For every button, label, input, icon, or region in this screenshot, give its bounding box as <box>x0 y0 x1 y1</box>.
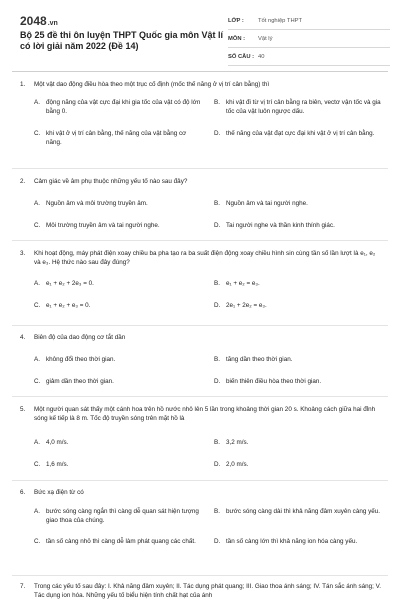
option-text: thế năng của vật đạt cực đại khi vật ở vị trí cân bằng. <box>226 130 375 137</box>
question-number: 5. <box>20 406 26 413</box>
meta-key: MÔN : <box>228 35 246 42</box>
meta-row-class <box>228 12 390 30</box>
option-letter: B. <box>214 356 220 363</box>
question-divider <box>12 575 388 576</box>
option-a[interactable] <box>34 196 202 211</box>
option-letter: B. <box>214 508 220 515</box>
option-letter: C. <box>34 538 41 545</box>
document-title: Bộ 25 đề thi ôn luyện THPT Quốc gia môn Vật lí có lời giải năm 2022 (Đề 14) <box>20 30 224 51</box>
option-c[interactable] <box>34 374 202 389</box>
meta-value: Tốt nghiệp THPT <box>258 17 303 24</box>
option-letter: B. <box>214 200 220 207</box>
question-number: 6. <box>20 489 26 496</box>
meta-row-count <box>228 48 390 66</box>
logo-suffix: .vn <box>47 20 58 27</box>
option-b[interactable] <box>214 435 382 450</box>
option-b[interactable] <box>214 352 382 367</box>
option-letter: C. <box>34 222 41 229</box>
option-letter: D. <box>214 538 221 545</box>
option-text: biến thiên điều hòa theo thời gian. <box>226 378 322 385</box>
option-b[interactable] <box>214 98 382 118</box>
question-2 <box>20 177 382 233</box>
option-a[interactable] <box>34 507 202 527</box>
option-letter: C. <box>34 302 41 309</box>
option-text: Môi trường truyền âm và tai người nghe. <box>46 222 160 229</box>
option-text: tăng dần theo thời gian. <box>226 356 293 363</box>
option-letter: B. <box>214 280 220 287</box>
option-letter: A. <box>34 508 40 515</box>
option-letter: A. <box>34 439 40 446</box>
question-text: Một người quan sát thấy một cánh hoa trên hồ nước nhô lên 5 lần trong khoảng thời gian 20 s. Khoảng cách giữa hai đỉnh sóng kế tiếp là 8 m. Tốc độ truyền sóng trên mặt hồ là <box>34 406 376 422</box>
option-d[interactable] <box>214 457 382 472</box>
option-text: e₁ + e₂ + 2e₃ = 0. <box>46 280 94 287</box>
question-divider <box>12 325 388 326</box>
option-text: khi vật ở vị trí cân bằng, thế năng của vật bằng cơ năng. <box>46 130 187 146</box>
meta-key: LỚP : <box>228 17 244 24</box>
option-letter: B. <box>214 99 220 106</box>
site-logo[interactable] <box>20 14 58 28</box>
question-text: Bức xạ điện từ có <box>34 489 84 496</box>
option-b[interactable] <box>214 276 382 291</box>
question-text: Một vật dao động điều hòa theo một trục cố định (mốc thế năng ở vị trí cân bằng) thì <box>34 81 270 88</box>
question-7 <box>20 582 382 600</box>
question-number: 2. <box>20 178 26 185</box>
question-number: 4. <box>20 334 26 341</box>
option-c[interactable] <box>34 457 202 472</box>
header-divider <box>12 71 388 72</box>
question-number: 7. <box>20 583 26 590</box>
option-text: 2e₁ + 2e₂ = e₃. <box>226 302 267 309</box>
question-text: Biên độ của dao động cơ tắt dần <box>34 334 126 341</box>
option-d[interactable] <box>214 218 382 233</box>
option-letter: A. <box>34 99 40 106</box>
option-d[interactable] <box>214 129 382 149</box>
option-text: không đổi theo thời gian. <box>46 356 116 363</box>
option-a[interactable] <box>34 352 202 367</box>
meta-value: 40 <box>258 53 265 60</box>
question-number: 3. <box>20 250 26 257</box>
question-6 <box>20 488 382 557</box>
question-1 <box>20 80 382 149</box>
option-text: 3,2 m/s. <box>226 439 249 446</box>
option-d[interactable] <box>214 298 382 313</box>
option-text: Nguồn âm và môi trường truyền âm. <box>46 200 148 207</box>
option-b[interactable] <box>214 196 382 211</box>
option-text: 2,0 m/s. <box>226 461 249 468</box>
question-text: Khi hoạt động, máy phát điện xoay chiều ba pha tạo ra ba suất điện động xoay chiều hình sin cùng tần số lần lượt là e₁, e₂ và e₃. Hệ thức nào sau đây đúng? <box>34 250 376 266</box>
meta-panel <box>228 12 390 66</box>
question-divider <box>12 168 388 169</box>
meta-row-subject <box>228 30 390 48</box>
question-text: Cảm giác về âm phụ thuộc những yếu tố nào sau đây? <box>34 178 188 185</box>
question-text: Trong các yếu tố sau đây: I. Khả năng đâm xuyên; II. Tác dụng phát quang; III. Giao thoa ánh sáng; IV. Tán sắc ánh sáng; V. Tác dụng ion hóa. Những yếu tố biểu hiện tính chất hạt của ánh <box>34 583 382 599</box>
option-d[interactable] <box>214 537 382 557</box>
question-3 <box>20 249 382 313</box>
option-c[interactable] <box>34 537 202 557</box>
option-letter: C. <box>34 130 41 137</box>
option-text: 4,0 m/s. <box>46 439 69 446</box>
option-d[interactable] <box>214 374 382 389</box>
option-text: bước sóng càng ngắn thì càng dễ quan sát hiện tượng giao thoa của chúng. <box>46 508 199 524</box>
option-b[interactable] <box>214 507 382 527</box>
option-letter: D. <box>214 378 221 385</box>
option-text: tần số càng lớn thì khả năng ion hóa càng yếu. <box>226 538 358 545</box>
option-letter: A. <box>34 280 40 287</box>
question-4 <box>20 333 382 389</box>
option-letter: A. <box>34 200 40 207</box>
option-text: 1,6 m/s. <box>46 461 69 468</box>
option-letter: C. <box>34 378 41 385</box>
option-c[interactable] <box>34 129 202 149</box>
option-text: e₁ + e₂ + e₃ = 0. <box>46 302 91 309</box>
option-letter: C. <box>34 461 41 468</box>
option-text: Nguồn âm và tai người nghe. <box>226 200 308 207</box>
option-c[interactable] <box>34 218 202 233</box>
option-text: động năng của vật cực đại khi gia tốc của vật có độ lớn bằng 0. <box>46 99 201 115</box>
option-a[interactable] <box>34 276 202 291</box>
question-divider <box>12 480 388 481</box>
option-letter: A. <box>34 356 40 363</box>
option-text: tần số càng nhỏ thì càng dễ làm phát quang các chất. <box>46 538 196 545</box>
question-number: 1. <box>20 81 26 88</box>
question-5 <box>20 405 382 472</box>
meta-key: SỐ CÂU : <box>228 53 255 60</box>
meta-value: Vật lý <box>258 35 273 42</box>
option-text: bước sóng càng dài thì khả năng đâm xuyên càng yếu. <box>226 508 380 515</box>
option-text: Tai người nghe và thần kinh thính giác. <box>226 222 335 229</box>
option-c[interactable] <box>34 298 202 313</box>
option-letter: D. <box>214 222 221 229</box>
option-letter: B. <box>214 439 220 446</box>
option-text: giảm dần theo thời gian. <box>46 378 114 385</box>
option-a[interactable] <box>34 435 202 450</box>
question-divider <box>12 240 388 241</box>
option-letter: D. <box>214 461 221 468</box>
option-letter: D. <box>214 302 221 309</box>
option-text: e₁ + e₂ = e₃. <box>226 280 260 287</box>
logo-text: 2048 <box>20 14 47 28</box>
option-letter: D. <box>214 130 221 137</box>
option-a[interactable] <box>34 98 202 118</box>
question-divider <box>12 396 388 397</box>
option-text: khi vật đi từ vị trí cân bằng ra biên, vectơ vận tốc và gia tốc của vật luôn ngược dấu. <box>226 99 381 115</box>
